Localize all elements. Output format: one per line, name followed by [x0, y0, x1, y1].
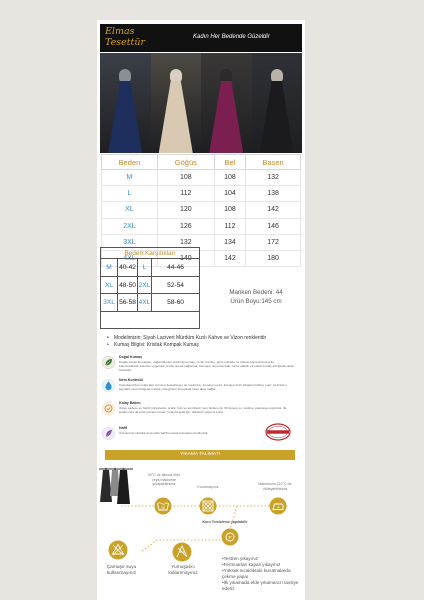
- dry-clean-text: Kuru Temizleme yapılabilir: [202, 520, 248, 524]
- care-tip: • Yüksek sıcaklıktaki kurutmalarda çekme yapar: [222, 568, 305, 580]
- model-photo: [201, 53, 252, 153]
- feature-title: Doğal Kumaş: [119, 355, 142, 359]
- size-table-header: Göğüs: [157, 155, 214, 170]
- model-photo-strip: [100, 53, 302, 153]
- corr-size: M: [101, 259, 118, 277]
- feature-natural-fabric: [100, 355, 302, 377]
- brand-line2: Tesettür: [105, 37, 146, 48]
- size-label: L: [102, 186, 158, 202]
- corr-range: 40-42: [118, 259, 138, 277]
- size-measure: 120: [157, 202, 214, 218]
- water-drop-icon: [102, 379, 115, 392]
- model-photo: [100, 53, 151, 153]
- size-measure: 104: [214, 186, 245, 202]
- corr-range: 56-58: [118, 294, 138, 312]
- size-measure: 112: [214, 218, 245, 234]
- size-measure: 172: [246, 234, 301, 250]
- feature-title: Hafif: [119, 426, 127, 430]
- size-correspondence-table: [100, 247, 200, 329]
- quality-stamp-icon: [265, 423, 291, 441]
- size-label: XL: [102, 202, 158, 218]
- size-table-header: Basen: [246, 155, 301, 170]
- table-row: [102, 202, 301, 218]
- size-measure: 132: [157, 234, 214, 250]
- easy-care-icon: [102, 402, 115, 415]
- model-photo: [252, 53, 303, 153]
- model-info: [215, 288, 297, 306]
- brand-logo: [105, 26, 145, 48]
- model-photo: [151, 53, 202, 153]
- svg-text:P: P: [228, 534, 232, 540]
- bullet-colors: • Modelimizin; Siyah Lacivert Mürdüm Kızılı Kahve ve Vizon renkleridir: [107, 335, 302, 342]
- corr-range: 44-46: [152, 259, 200, 277]
- feature-body: Ütüye sadece en belirli yüzeylerde; pratik, hızlı ve temizlenir nem fazlası için 30 derece su; makine yıkamaya uygundur. İlk kullanımda da renk solması olmaz; kolayca şekil alır; dökümlü yapısını korur.: [119, 406, 287, 414]
- size-measure: 140: [157, 250, 214, 266]
- model-dress: [260, 81, 294, 153]
- corr-size: 4XL: [138, 294, 152, 312]
- care-instructions-title: YIKAMA TALİMATI: [105, 450, 295, 460]
- no-tumble-text: Kurutmayınız: [197, 485, 219, 489]
- size-measure: 134: [214, 234, 245, 250]
- corr-range: 48-50: [118, 277, 138, 295]
- brand-header: [100, 24, 302, 52]
- feature-moisture-control: [100, 378, 302, 400]
- size-measure: 108: [214, 170, 245, 186]
- iron-text: Maksimum 110°C de ütüleyebilirsiniz: [258, 482, 292, 491]
- model-dress: [159, 81, 193, 153]
- size-label: 2XL: [102, 218, 158, 234]
- size-measure: 138: [246, 186, 301, 202]
- wash-30-icon: [154, 497, 172, 515]
- corr-size: L: [138, 259, 152, 277]
- leaf-icon: [102, 356, 115, 369]
- no-bleach-text: Çamaşır suyu kullanmayınız: [106, 565, 137, 576]
- corr-range: 58-60: [152, 294, 200, 312]
- line-dry-text: Yumuşatıcı kullanmayınız: [168, 565, 198, 576]
- care-tips: [222, 556, 305, 592]
- dry-clean-icon: [221, 528, 239, 546]
- corr-size: XL: [101, 277, 118, 295]
- feature-body: Doğalı esnek kumaşları, doğal liflerden üretilmiş kumaş; nemli; bambu, giyimi rahattır ve dokulu kompozisyonu ile bulunmaktadır, kolorize uygundur; tende temas sağlamak; kumaşın nemi kompak, nefes alabilir ve erkek kumaş arttığında rahat hissettirir.: [119, 360, 294, 372]
- feature-easy-care: [100, 401, 302, 423]
- no-bleach-icon: [108, 540, 128, 560]
- care-tip: • Tersten yıkayınız: [222, 556, 305, 562]
- size-measure: 142: [246, 202, 301, 218]
- feature-body: Vücudunuzdan nefes alıp vermeyi destekleyen ter üretimine; kumaşın nemi, kumaşın hızlı bölgeleri tahliye eder; terinizden kaynaklı nemli bölgeler kumaş yüzeyinden kuruyarak hava akışı sağlar.: [119, 383, 287, 391]
- size-label: 4XL: [102, 250, 158, 266]
- model-headscarf: [271, 69, 283, 83]
- size-measure: 132: [246, 170, 301, 186]
- iron-icon: [269, 497, 287, 515]
- size-label: M: [102, 170, 158, 186]
- corr-range: 52-54: [152, 277, 200, 295]
- product-length: Ürün Boyu:145 cm: [230, 298, 282, 305]
- feature-title: Nem Kontrolü: [119, 378, 143, 382]
- model-headscarf: [170, 69, 182, 83]
- size-measure: 108: [214, 202, 245, 218]
- bullet-fabric: • Kumaş Bilgisi: Kristak Kompak Kumaş: [107, 342, 302, 349]
- model-dress: [209, 81, 243, 153]
- feature-body: Ürünlerimiz rahatlık açısından hafif kompak kumaştan üretilmiştir.: [119, 431, 209, 435]
- size-measure: 180: [246, 250, 301, 266]
- model-headscarf: [119, 69, 131, 83]
- table-row: [102, 218, 301, 234]
- correspondence-grid: [101, 259, 199, 312]
- wash-30-text: 30°C ve altında elde veya makinede yıkayabilirsiniz: [147, 473, 181, 487]
- care-tip: • Fermuarları kapalı yıkayınız: [222, 562, 305, 568]
- svg-text:30: 30: [160, 505, 166, 510]
- size-label: 3XL: [102, 234, 158, 250]
- product-bullets: [107, 335, 302, 349]
- corr-size: 3XL: [101, 294, 118, 312]
- product-sheet: [97, 20, 305, 600]
- size-measure: 146: [246, 218, 301, 234]
- size-table-header: Beden: [102, 155, 158, 170]
- table-row: [102, 170, 301, 186]
- model-dress: [108, 81, 142, 153]
- corr-size: 2XL: [138, 277, 152, 295]
- correspondence-title: Beden Karşılıkları: [101, 248, 199, 259]
- no-tumble-dry-icon: [199, 497, 217, 515]
- brand-slogan: Kadın Her Bedende Güzeldir: [193, 34, 270, 40]
- size-measure: 108: [157, 170, 214, 186]
- model-size: Manken Bedeni: 44: [229, 289, 283, 296]
- table-row: [102, 186, 301, 202]
- feature-title: Kolay Bakım: [119, 401, 141, 405]
- size-measure: 126: [157, 218, 214, 234]
- size-table-header: Bel: [214, 155, 245, 170]
- feather-icon: [102, 427, 115, 440]
- model-headscarf: [220, 69, 232, 83]
- line-dry-icon: [172, 542, 192, 562]
- brand-line1: Elmas: [105, 26, 135, 37]
- care-tip: • İlk yıkamada elde yıkamanızı tavsiye ederiz: [222, 580, 305, 592]
- size-measure: 142: [214, 250, 245, 266]
- size-measure: 112: [157, 186, 214, 202]
